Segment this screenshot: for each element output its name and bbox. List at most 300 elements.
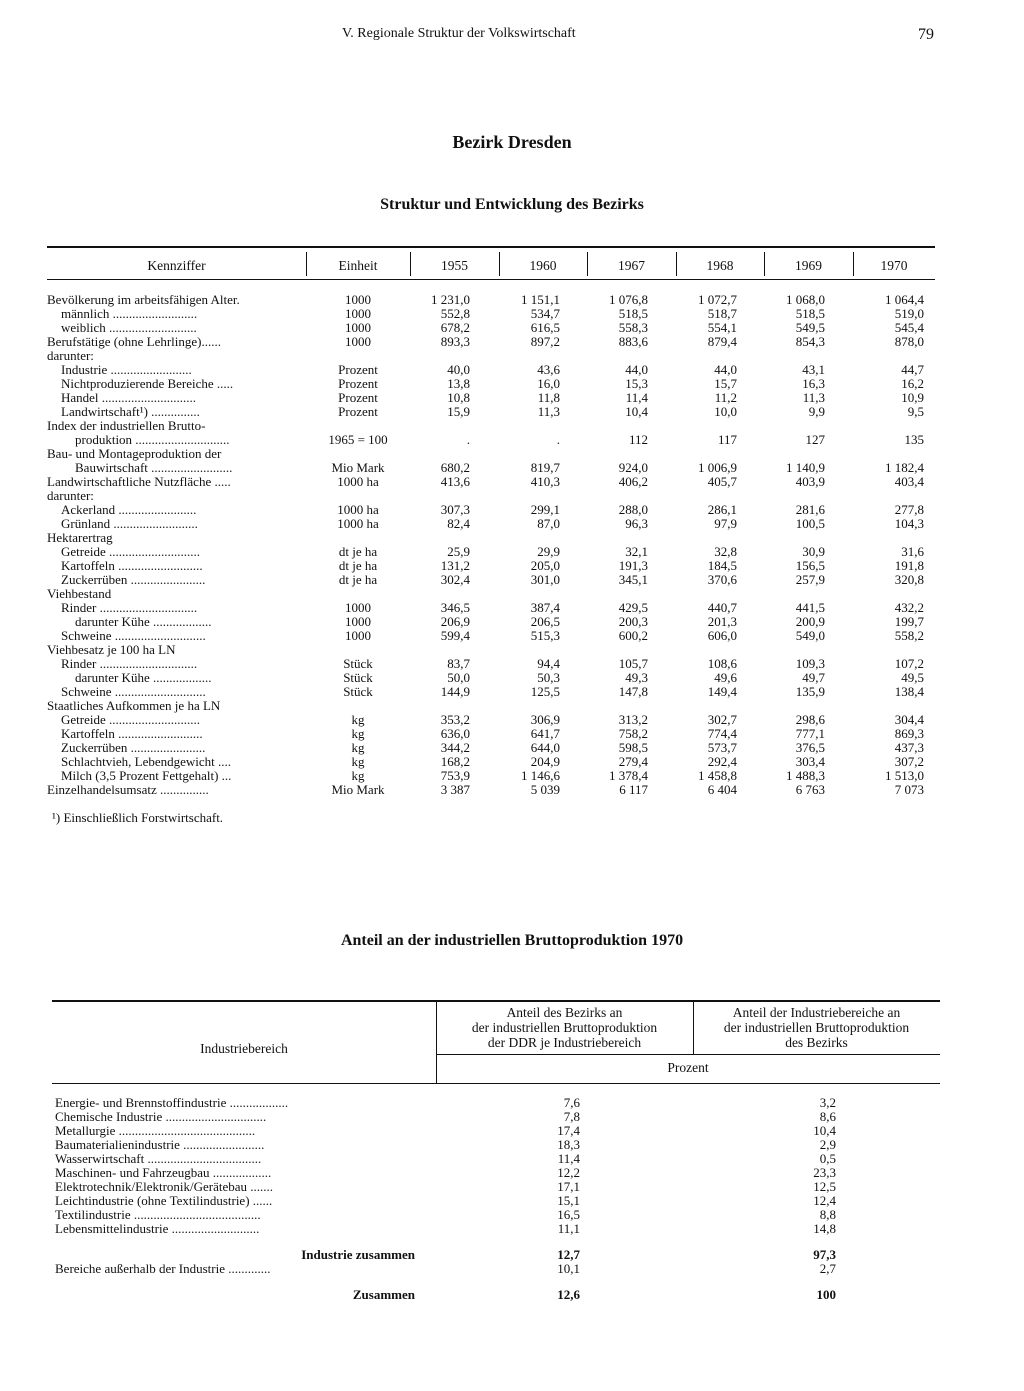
row-value-1955: 307,3 [440, 502, 470, 517]
row-value-1970: 7 073 [894, 782, 924, 797]
row-value-1970: 1 182,4 [885, 460, 924, 475]
row-unit: Stück [343, 684, 373, 699]
row-label: Kartoffeln .......................... [61, 727, 203, 741]
row-value-anteil-bezirk: 10,1 [557, 1261, 580, 1276]
row-value-1969: 777,1 [795, 726, 825, 741]
row-label: darunter: [47, 349, 94, 363]
row-value-1970: 403,4 [894, 474, 924, 489]
table-row [0, 321, 1024, 335]
row-value-1968: 774,4 [707, 726, 737, 741]
row-value-1969: 127 [805, 432, 825, 447]
row-value-1960: 50,3 [537, 670, 560, 685]
row-value-1968: 1 006,9 [698, 460, 737, 475]
row-label: Lebensmittelindustrie ........................... [55, 1222, 260, 1236]
row-value-1968: 1 458,8 [698, 768, 737, 783]
row-value-1968: 879,4 [707, 334, 737, 349]
row-value-1960: 515,3 [530, 628, 560, 643]
table-row [0, 545, 1024, 559]
row-label: Landwirtschaftliche Nutzfläche ..... [47, 475, 231, 489]
row-label: Index der industriellen Brutto- [47, 419, 206, 433]
row-value-1969: 257,9 [795, 572, 825, 587]
row-value-1955: 302,4 [440, 572, 470, 587]
table-row [0, 1138, 1024, 1152]
row-value-1967: 44,0 [625, 362, 648, 377]
row-label: darunter Kühe .................. [75, 615, 212, 629]
row-value-1960: 306,9 [530, 712, 560, 727]
row-value-1970: 432,2 [894, 600, 924, 615]
row-value-1955: 131,2 [440, 558, 470, 573]
row-value-anteil-bezirk: 12,2 [557, 1165, 580, 1180]
table-row [0, 1124, 1024, 1138]
table-row [0, 1262, 1024, 1276]
row-unit: 1000 ha [337, 502, 379, 517]
row-label: Baumaterialienindustrie ......................... [55, 1138, 265, 1152]
row-unit: Prozent [338, 362, 378, 377]
table-row [0, 629, 1024, 643]
row-value-1969: 6 763 [795, 782, 825, 797]
row-value-1955: 25,9 [447, 544, 470, 559]
row-value-anteil-industriebereiche: 2,7 [819, 1261, 836, 1276]
row-unit: Prozent [338, 376, 378, 391]
row-value-1967: 11,4 [625, 390, 648, 405]
row-value-1970: 191,8 [894, 558, 924, 573]
row-value-1970: 1 513,0 [885, 768, 924, 783]
table-row [0, 1166, 1024, 1180]
row-value-1967: 558,3 [618, 320, 648, 335]
row-value-1955: 636,0 [440, 726, 470, 741]
row-value-1967: 6 117 [619, 782, 648, 797]
row-value-1970: 869,3 [894, 726, 924, 741]
row-label: Bevölkerung im arbeitsfähigen Alter. [47, 293, 240, 307]
row-label: Viehbestand [47, 587, 112, 601]
row-value-1967: 105,7 [618, 656, 648, 671]
row-value-1969: 16,3 [802, 376, 825, 391]
table-row [0, 1288, 1024, 1302]
table-row [0, 769, 1024, 783]
table-row [0, 433, 1024, 447]
row-value-1960: 206,5 [530, 614, 560, 629]
row-value-1969: 303,4 [795, 754, 825, 769]
row-label: Elektrotechnik/Elektronik/Gerätebau ....... [55, 1180, 274, 1194]
row-value-1970: 9,5 [907, 404, 924, 419]
row-label: darunter Kühe .................. [75, 671, 212, 685]
table1-title: Struktur und Entwicklung des Bezirks [380, 196, 644, 213]
table-row [0, 741, 1024, 755]
row-unit: kg [351, 712, 365, 727]
row-value-1955: 13,8 [447, 376, 470, 391]
row-value-1969: 1 140,9 [786, 460, 825, 475]
row-value-anteil-industriebereiche: 8,8 [819, 1207, 836, 1222]
footnote: ¹) Einschließlich Forstwirtschaft. [52, 810, 224, 825]
row-value-1955: 1 231,0 [431, 292, 470, 307]
row-unit: dt je ha [338, 572, 378, 587]
row-value-1969: 1 488,3 [786, 768, 825, 783]
row-label: Energie- und Brennstoffindustrie .................. [55, 1096, 289, 1110]
header-line: des Bezirks [785, 1035, 848, 1050]
row-label: Textilindustrie ....................................... [55, 1208, 261, 1222]
row-value-1960: 11,3 [537, 404, 560, 419]
row-value-1967: 598,5 [618, 740, 648, 755]
row-unit: kg [351, 768, 365, 783]
row-value-1970: 558,2 [894, 628, 924, 643]
row-value-1970: 199,7 [894, 614, 924, 629]
row-value-1968: 286,1 [707, 502, 737, 517]
row-value-1970: 138,4 [894, 684, 924, 699]
col-header-1970: 1970 [880, 258, 908, 273]
col-header-anteil-industriebereiche [693, 1005, 940, 1050]
row-value-1960: 1 146,6 [521, 768, 560, 783]
row-label: Getreide ............................ [61, 545, 201, 559]
row-value-1955: 3 387 [440, 782, 470, 797]
table-row [0, 699, 1024, 713]
row-unit: Mio Mark [331, 782, 385, 797]
table-row [0, 615, 1024, 629]
row-value-1968: 518,7 [707, 306, 737, 321]
row-value-1970: 307,2 [894, 754, 924, 769]
row-label: Industrie zusammen [301, 1248, 415, 1262]
row-value-1968: 149,4 [707, 684, 737, 699]
row-value-1967: 147,8 [618, 684, 648, 699]
table-row [0, 713, 1024, 727]
table2-subheader-rule [436, 1054, 940, 1055]
row-value-1960: 87,0 [537, 516, 560, 531]
row-value-1955: 413,6 [440, 474, 470, 489]
col-header-1969: 1969 [795, 258, 822, 273]
table-row [0, 517, 1024, 531]
table-row [0, 727, 1024, 741]
row-value-1967: 600,2 [618, 628, 648, 643]
table-row [0, 293, 1024, 307]
row-value-1967: 883,6 [618, 334, 648, 349]
row-label: Industrie ......................... [61, 363, 192, 377]
row-value-1955: 168,2 [440, 754, 470, 769]
row-unit: 1000 [345, 614, 371, 629]
row-value-anteil-industriebereiche: 100 [816, 1287, 836, 1302]
row-value-1969: 281,6 [795, 502, 825, 517]
row-unit: kg [351, 754, 365, 769]
row-label: Schweine ............................ [61, 685, 206, 699]
table-row [0, 405, 1024, 419]
row-value-1969: 200,9 [795, 614, 825, 629]
table-row [0, 1222, 1024, 1236]
table-row [0, 377, 1024, 391]
col-header-anteil-bezirk [436, 1005, 693, 1050]
table-row [0, 783, 1024, 797]
row-value-anteil-industriebereiche: 12,5 [813, 1179, 836, 1194]
row-value-1968: 49,6 [714, 670, 737, 685]
row-unit: kg [351, 740, 365, 755]
row-value-1968: 554,1 [707, 320, 737, 335]
row-label: Bau- und Montageproduktion der [47, 447, 222, 461]
row-value-1968: 292,4 [707, 754, 737, 769]
row-value-1955: 82,4 [447, 516, 470, 531]
table-row [0, 419, 1024, 433]
row-value-1970: 16,2 [901, 376, 924, 391]
row-unit: dt je ha [338, 544, 378, 559]
row-value-anteil-bezirk: 12,7 [557, 1247, 580, 1262]
row-value-1967: 49,3 [625, 670, 648, 685]
row-value-anteil-industriebereiche: 8,6 [819, 1109, 836, 1124]
row-value-anteil-industriebereiche: 2,9 [819, 1137, 836, 1152]
row-label: Getreide ............................ [61, 713, 201, 727]
row-value-1967: 924,0 [618, 460, 648, 475]
table-row [0, 447, 1024, 461]
row-label: Chemische Industrie ............................... [55, 1110, 267, 1124]
row-value-1955: 144,9 [440, 684, 470, 699]
row-value-1967: 758,2 [618, 726, 648, 741]
row-value-1970: 320,8 [894, 572, 924, 587]
row-label: Metallurgie .......................................... [55, 1124, 256, 1138]
table2-header-rule [52, 1083, 940, 1084]
row-value-1968: 184,5 [707, 558, 737, 573]
row-unit: Prozent [338, 404, 378, 419]
table-row [0, 657, 1024, 671]
table-row [0, 307, 1024, 321]
row-value-1968: 97,9 [714, 516, 737, 531]
row-label: Milch (3,5 Prozent Fettgehalt) ... [61, 769, 232, 783]
row-label: Einzelhandelsumsatz ............... [47, 783, 209, 797]
page-number: 79 [918, 26, 934, 43]
row-label: darunter: [47, 489, 94, 503]
row-value-1970: 437,3 [894, 740, 924, 755]
table-row [0, 587, 1024, 601]
row-value-1960: 204,9 [530, 754, 560, 769]
table-row [0, 1152, 1024, 1166]
row-value-1969: 43,1 [802, 362, 825, 377]
row-value-1967: 1 076,8 [609, 292, 648, 307]
row-value-1960: . [556, 432, 560, 447]
table-row [0, 349, 1024, 363]
row-label: Handel ............................. [61, 391, 197, 405]
row-label: Bauwirtschaft ......................... [75, 461, 233, 475]
table-row [0, 391, 1024, 405]
row-value-anteil-bezirk: 17,1 [557, 1179, 580, 1194]
row-value-1968: 32,8 [714, 544, 737, 559]
table-row [0, 685, 1024, 699]
table1-top-rule [47, 246, 935, 248]
row-value-anteil-bezirk: 7,8 [563, 1109, 580, 1124]
row-value-1968: 11,2 [714, 390, 737, 405]
row-value-1968: 15,7 [714, 376, 737, 391]
row-value-1967: 518,5 [618, 306, 648, 321]
row-value-1968: 606,0 [707, 628, 737, 643]
row-label: männlich .......................... [61, 307, 198, 321]
row-label: produktion ............................. [75, 433, 230, 447]
row-value-1969: 109,3 [795, 656, 825, 671]
row-value-1960: 16,0 [537, 376, 560, 391]
row-value-1967: 15,3 [625, 376, 648, 391]
row-value-1969: 11,3 [802, 390, 825, 405]
table-row [0, 559, 1024, 573]
row-value-1969: 549,5 [795, 320, 825, 335]
row-value-1969: 100,5 [795, 516, 825, 531]
table-row [0, 503, 1024, 517]
row-value-1967: 1 378,4 [609, 768, 648, 783]
row-value-1960: 410,3 [530, 474, 560, 489]
header-line: der industriellen Bruttoproduktion [471, 1020, 658, 1035]
row-value-1967: 288,0 [618, 502, 648, 517]
row-value-1969: 854,3 [795, 334, 825, 349]
row-value-1969: 441,5 [795, 600, 825, 615]
row-unit: 1000 [345, 292, 371, 307]
row-value-anteil-industriebereiche: 14,8 [813, 1221, 836, 1236]
row-unit: kg [351, 726, 365, 741]
row-value-1960: 819,7 [530, 460, 560, 475]
row-value-1970: 277,8 [894, 502, 924, 517]
row-unit: 1000 [345, 306, 371, 321]
table-row [0, 363, 1024, 377]
row-label: Zusammen [352, 1288, 415, 1302]
row-value-1955: 552,8 [440, 306, 470, 321]
row-unit: 1000 [345, 334, 371, 349]
row-value-1968: 201,3 [707, 614, 737, 629]
row-value-1960: 616,5 [530, 320, 560, 335]
row-value-1967: 313,2 [618, 712, 648, 727]
row-unit: Mio Mark [331, 460, 385, 475]
table-row [0, 335, 1024, 349]
row-value-1967: 429,5 [618, 600, 648, 615]
row-value-anteil-bezirk: 12,6 [557, 1287, 580, 1302]
table-row [0, 1096, 1024, 1110]
row-value-1955: 50,0 [447, 670, 470, 685]
row-value-1969: 9,9 [808, 404, 825, 419]
row-label: Zuckerrüben ....................... [61, 573, 206, 587]
row-value-1960: 94,4 [537, 656, 560, 671]
row-value-1968: 108,6 [707, 656, 737, 671]
row-value-1960: 43,6 [537, 362, 560, 377]
running-header: V. Regionale Struktur der Volkswirtschaft [342, 26, 576, 41]
row-value-1969: 135,9 [795, 684, 825, 699]
row-value-1967: 112 [628, 432, 648, 447]
row-label: Maschinen- und Fahrzeugbau .................. [55, 1166, 272, 1180]
row-unit: Stück [343, 670, 373, 685]
row-label: Landwirtschaft¹) ............... [61, 405, 200, 419]
row-unit: 1000 [345, 628, 371, 643]
row-value-1955: 599,4 [440, 628, 470, 643]
header-line: der DDR je Industriebereich [487, 1035, 642, 1050]
row-value-1955: 346,5 [440, 600, 470, 615]
row-value-1955: 680,2 [440, 460, 470, 475]
row-value-1955: 353,2 [440, 712, 470, 727]
row-value-anteil-industriebereiche: 12,4 [813, 1193, 836, 1208]
row-label: weiblich ........................... [61, 321, 197, 335]
table-row [0, 1248, 1024, 1262]
row-value-1968: 6 404 [707, 782, 737, 797]
row-value-1968: 1 072,7 [698, 292, 737, 307]
col-header-1960: 1960 [529, 258, 557, 273]
header-line: Anteil des Bezirks an [506, 1005, 623, 1020]
row-value-1960: 11,8 [537, 390, 560, 405]
row-value-1969: 403,9 [795, 474, 825, 489]
row-value-anteil-industriebereiche: 10,4 [813, 1123, 836, 1138]
row-value-1970: 1 064,4 [885, 292, 924, 307]
row-label: Grünland .......................... [61, 517, 198, 531]
row-value-1970: 135 [904, 432, 924, 447]
row-value-1970: 49,5 [901, 670, 924, 685]
table-row [0, 1208, 1024, 1222]
row-value-1960: 387,4 [530, 600, 560, 615]
row-unit: 1000 ha [337, 474, 379, 489]
row-value-1969: 518,5 [795, 306, 825, 321]
row-value-anteil-bezirk: 16,5 [557, 1207, 580, 1222]
row-value-anteil-bezirk: 15,1 [557, 1193, 580, 1208]
unit-header-prozent: Prozent [667, 1060, 709, 1075]
table-row [0, 755, 1024, 769]
row-value-anteil-bezirk: 18,3 [557, 1137, 580, 1152]
row-unit: dt je ha [338, 558, 378, 573]
row-value-1970: 44,7 [901, 362, 924, 377]
row-value-1968: 117 [717, 432, 737, 447]
row-value-1955: 83,7 [447, 656, 470, 671]
row-label: Schlachtvieh, Lebendgewicht .... [61, 755, 232, 769]
row-unit: 1000 ha [337, 516, 379, 531]
row-value-1967: 191,3 [618, 558, 648, 573]
row-value-1960: 897,2 [530, 334, 560, 349]
row-value-1960: 641,7 [530, 726, 560, 741]
row-value-1955: 206,9 [440, 614, 470, 629]
row-value-1969: 298,6 [795, 712, 825, 727]
row-value-1969: 156,5 [795, 558, 825, 573]
row-unit: Prozent [338, 390, 378, 405]
row-value-1960: 125,5 [530, 684, 560, 699]
row-unit: 1000 [345, 600, 371, 615]
table-row [0, 489, 1024, 503]
row-label: Viehbesatz je 100 ha LN [47, 643, 176, 657]
row-label: Rinder .............................. [61, 657, 198, 671]
row-value-1968: 370,6 [707, 572, 737, 587]
row-value-1955: 40,0 [447, 362, 470, 377]
row-value-1969: 30,9 [802, 544, 825, 559]
row-value-1967: 200,3 [618, 614, 648, 629]
row-value-1969: 49,7 [802, 670, 825, 685]
row-value-1967: 279,4 [618, 754, 648, 769]
row-value-anteil-industriebereiche: 3,2 [819, 1095, 836, 1110]
row-value-1968: 10,0 [714, 404, 737, 419]
row-value-1960: 644,0 [530, 740, 560, 755]
table2-title: Anteil an der industriellen Bruttoproduktion 1970 [340, 932, 684, 949]
row-value-1969: 549,0 [795, 628, 825, 643]
col-header-1968: 1968 [706, 258, 734, 273]
row-label: Berufstätige (ohne Lehrlinge)...... [47, 335, 221, 349]
row-value-1955: 10,8 [447, 390, 470, 405]
row-value-1967: 345,1 [618, 572, 648, 587]
row-value-1970: 878,0 [894, 334, 924, 349]
table-row [0, 531, 1024, 545]
row-value-1970: 10,9 [901, 390, 924, 405]
table-row [0, 601, 1024, 615]
table1-header-rule [47, 279, 935, 280]
col-header-einheit: Einheit [338, 258, 378, 273]
row-value-1955: 893,3 [440, 334, 470, 349]
row-value-1968: 573,7 [707, 740, 737, 755]
row-value-1967: 406,2 [618, 474, 648, 489]
row-unit: Stück [343, 656, 373, 671]
row-label: Rinder .............................. [61, 601, 198, 615]
row-value-1960: 534,7 [530, 306, 560, 321]
row-value-anteil-bezirk: 17,4 [557, 1123, 580, 1138]
col-header-industriebereich: Industriebereich [200, 1041, 288, 1056]
row-value-anteil-industriebereiche: 0,5 [819, 1151, 836, 1166]
row-label: Hektarertrag [47, 531, 113, 545]
row-value-1970: 519,0 [894, 306, 924, 321]
row-value-1967: 32,1 [625, 544, 648, 559]
section-title: Bezirk Dresden [452, 132, 572, 152]
row-value-1960: 205,0 [530, 558, 560, 573]
row-value-1960: 1 151,1 [521, 292, 560, 307]
row-value-1968: 302,7 [707, 712, 737, 727]
row-label: Nichtproduzierende Bereiche ..... [61, 377, 234, 391]
table-row [0, 1110, 1024, 1124]
